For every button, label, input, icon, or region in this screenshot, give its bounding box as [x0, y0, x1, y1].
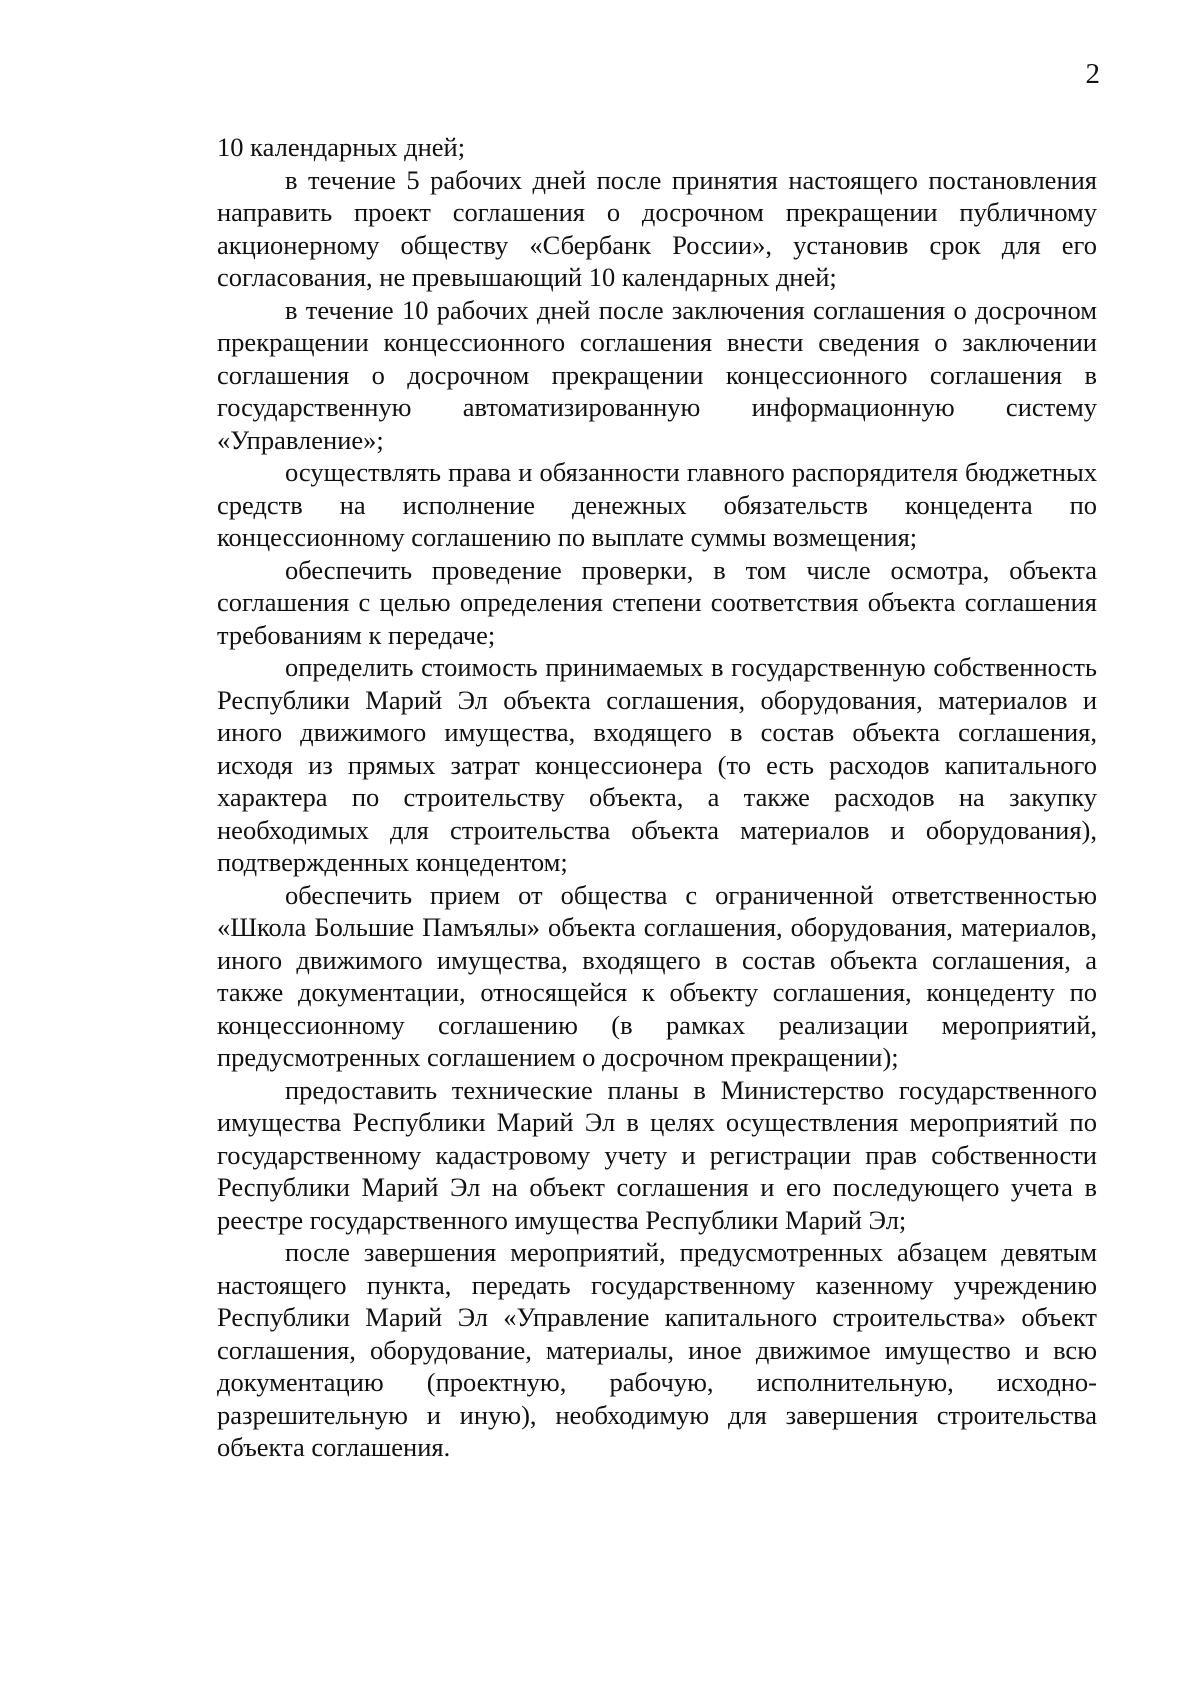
page-number: 2: [1085, 58, 1100, 90]
paragraph-continuation: 10 календарных дней;: [217, 132, 466, 162]
paragraph-acceptance: обеспечить прием от общества с ограниченной ответственностью «Школа Большие Памъялы» объекта соглашения, оборудования, материалов, иного движимого имущества, входящего в состав объекта соглашения, а также документации, относящейся к объекту соглашения, концеденту по концессионному соглашению (в рамках реализации мероприятий, предусмотренных соглашением о досрочном прекращении);: [217, 879, 1097, 1072]
paragraph-transfer: после завершения мероприятий, предусмотренных абзацем девятым настоящего пункта, передать государственному казенному учреждению Республики Марий Эл «Управление капитального строительства» объект соглашения, оборудование, материалы, иное движимое имущество и всю документацию (проектную, рабочую, исполнительную, исходно-разрешительную и иную), необходимую для завершения строительства объекта соглашения.: [217, 1237, 1097, 1462]
paragraph-information-system: в течение 10 рабочих дней после заключения соглашения о досрочном прекращении концессионного соглашения внести сведения о заключении соглашения о досрочном прекращении концессионного соглашения в государственную автоматизированную информационную систему «Управление»;: [217, 294, 1097, 455]
paragraph-sberbank-agreement: в течение 5 рабочих дней после принятия настоящего постановления направить проект соглашения о досрочном прекращении публичному акционерному обществу «Сбербанк России», установив срок для его согласования, не превышающий 10 календарных дней;: [217, 164, 1097, 292]
document-body: [217, 131, 1097, 1464]
paragraph-technical-plans: предоставить технические планы в Министерство государственного имущества Республики Марий Эл в целях осуществления мероприятий по государственному кадастровому учету и регистрации прав собственности Республики Марий Эл на объект соглашения и его последующего учета в реестре государственного имущества Республики Марий Эл;: [217, 1074, 1097, 1235]
paragraph-inspection: обеспечить проведение проверки, в том числе осмотра, объекта соглашения с целью определения степени соответствия объекта соглашения требованиям к передаче;: [217, 554, 1097, 650]
paragraph-budget-authority: осуществлять права и обязанности главного распорядителя бюджетных средств на исполнение денежных обязательств концедента по концессионному соглашению по выплате суммы возмещения;: [217, 457, 1097, 552]
paragraph-cost-determination: определить стоимость принимаемых в государственную собственность Республики Марий Эл объекта соглашения, оборудования, материалов и иного движимого имущества, входящего в состав объекта соглашения, исходя из прямых затрат концессионера (то есть расходов капитального характера по строительству объекта, а также расходов на закупку необходимых для строительства объекта материалов и оборудования), подтвержденных концедентом;: [217, 652, 1097, 877]
